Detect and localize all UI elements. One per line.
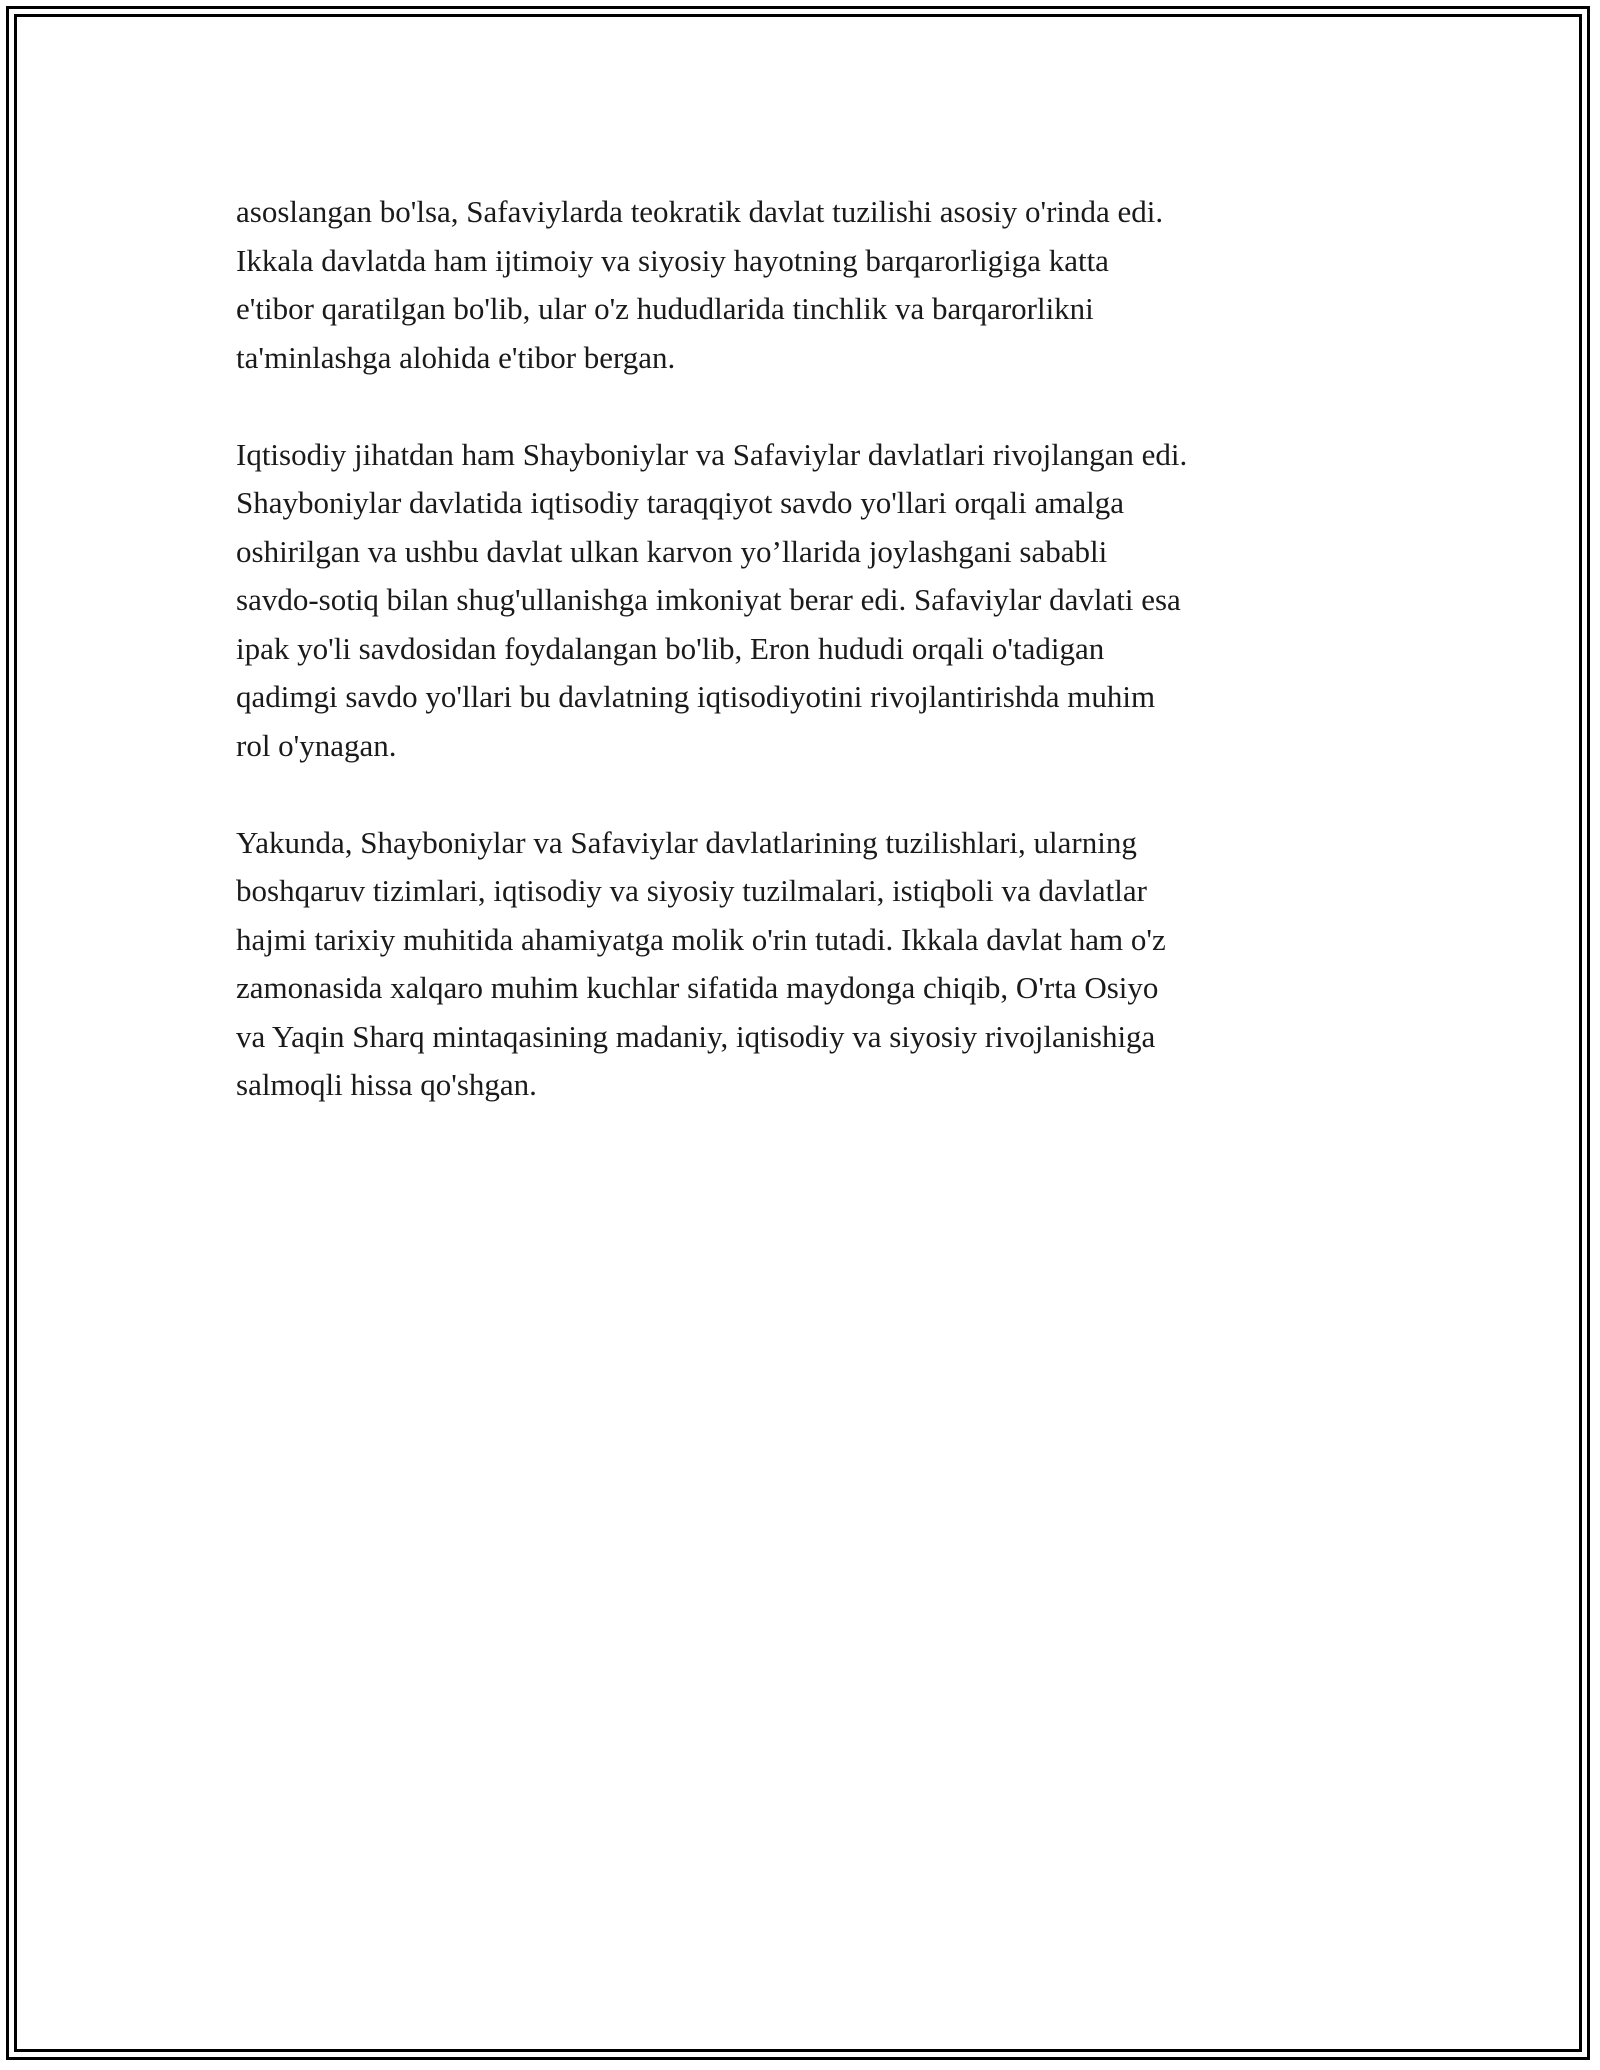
text-line: ta'minlashga alohida e'tibor bergan. (236, 339, 676, 375)
text-line: Yakunda, Shayboniylar va Safaviylar davlatlarining tuzilishlari, ularning (236, 824, 1137, 860)
text-line: zamonasida xalqaro muhim kuchlar sifatida maydonga chiqib, O'rta Osiyo (236, 970, 1159, 1005)
text-line: e'tibor qaratilgan bo'lib, ular o'z hududlarida tinchlik va barqarorlikni (236, 291, 1094, 326)
text-line: hajmi tarixiy muhitida ahamiyatga molik o'rin tutadi. Ikkala davlat ham o'z (236, 921, 1166, 957)
text-line: ipak yo'li savdosidan foydalangan bo'lib, Eron hududi orqali o'tadigan (236, 630, 1105, 666)
text-line: salmoqli hissa qo'shgan. (236, 1067, 537, 1102)
paragraph-3 (236, 819, 1376, 1110)
paragraph-spacer (236, 382, 1376, 431)
text-line: savdo-sotiq bilan shug'ullanishga imkoniyat berar edi. Safaviylar davlati esa (236, 582, 1181, 617)
text-line: oshirilgan va ushbu davlat ulkan karvon yo’llarida joylashgani sababli (236, 533, 1108, 569)
text-line: Ikkala davlatda ham ijtimoiy va siyosiy hayotning barqarorligiga katta (236, 242, 1109, 278)
text-line: qadimgi savdo yo'llari bu davlatning iqtisodiyotini rivojlantirishda muhim (236, 679, 1156, 714)
text-line: rol o'ynagan. (236, 727, 397, 763)
paragraph-2 (236, 431, 1376, 771)
text-line: Iqtisodiy jihatdan ham Shayboniylar va Safaviylar davlatlari rivojlangan edi. (236, 436, 1188, 472)
text-line: asoslangan bo'lsa, Safaviylarda teokratik davlat tuzilishi asosiy o'rinda edi. (236, 194, 1164, 229)
text-line: Shayboniylar davlatida iqtisodiy taraqqiyot savdo yo'llari orqali amalga (236, 485, 1125, 520)
paragraph-1 (236, 188, 1376, 382)
text-line: boshqaruv tizimlari, iqtisodiy va siyosiy tuzilmalari, istiqboli va davlatlar (236, 873, 1147, 908)
paragraph-spacer (236, 770, 1376, 819)
document-body (236, 188, 1376, 1110)
text-line: va Yaqin Sharq mintaqasining madaniy, iqtisodiy va siyosiy rivojlanishiga (236, 1018, 1156, 1054)
